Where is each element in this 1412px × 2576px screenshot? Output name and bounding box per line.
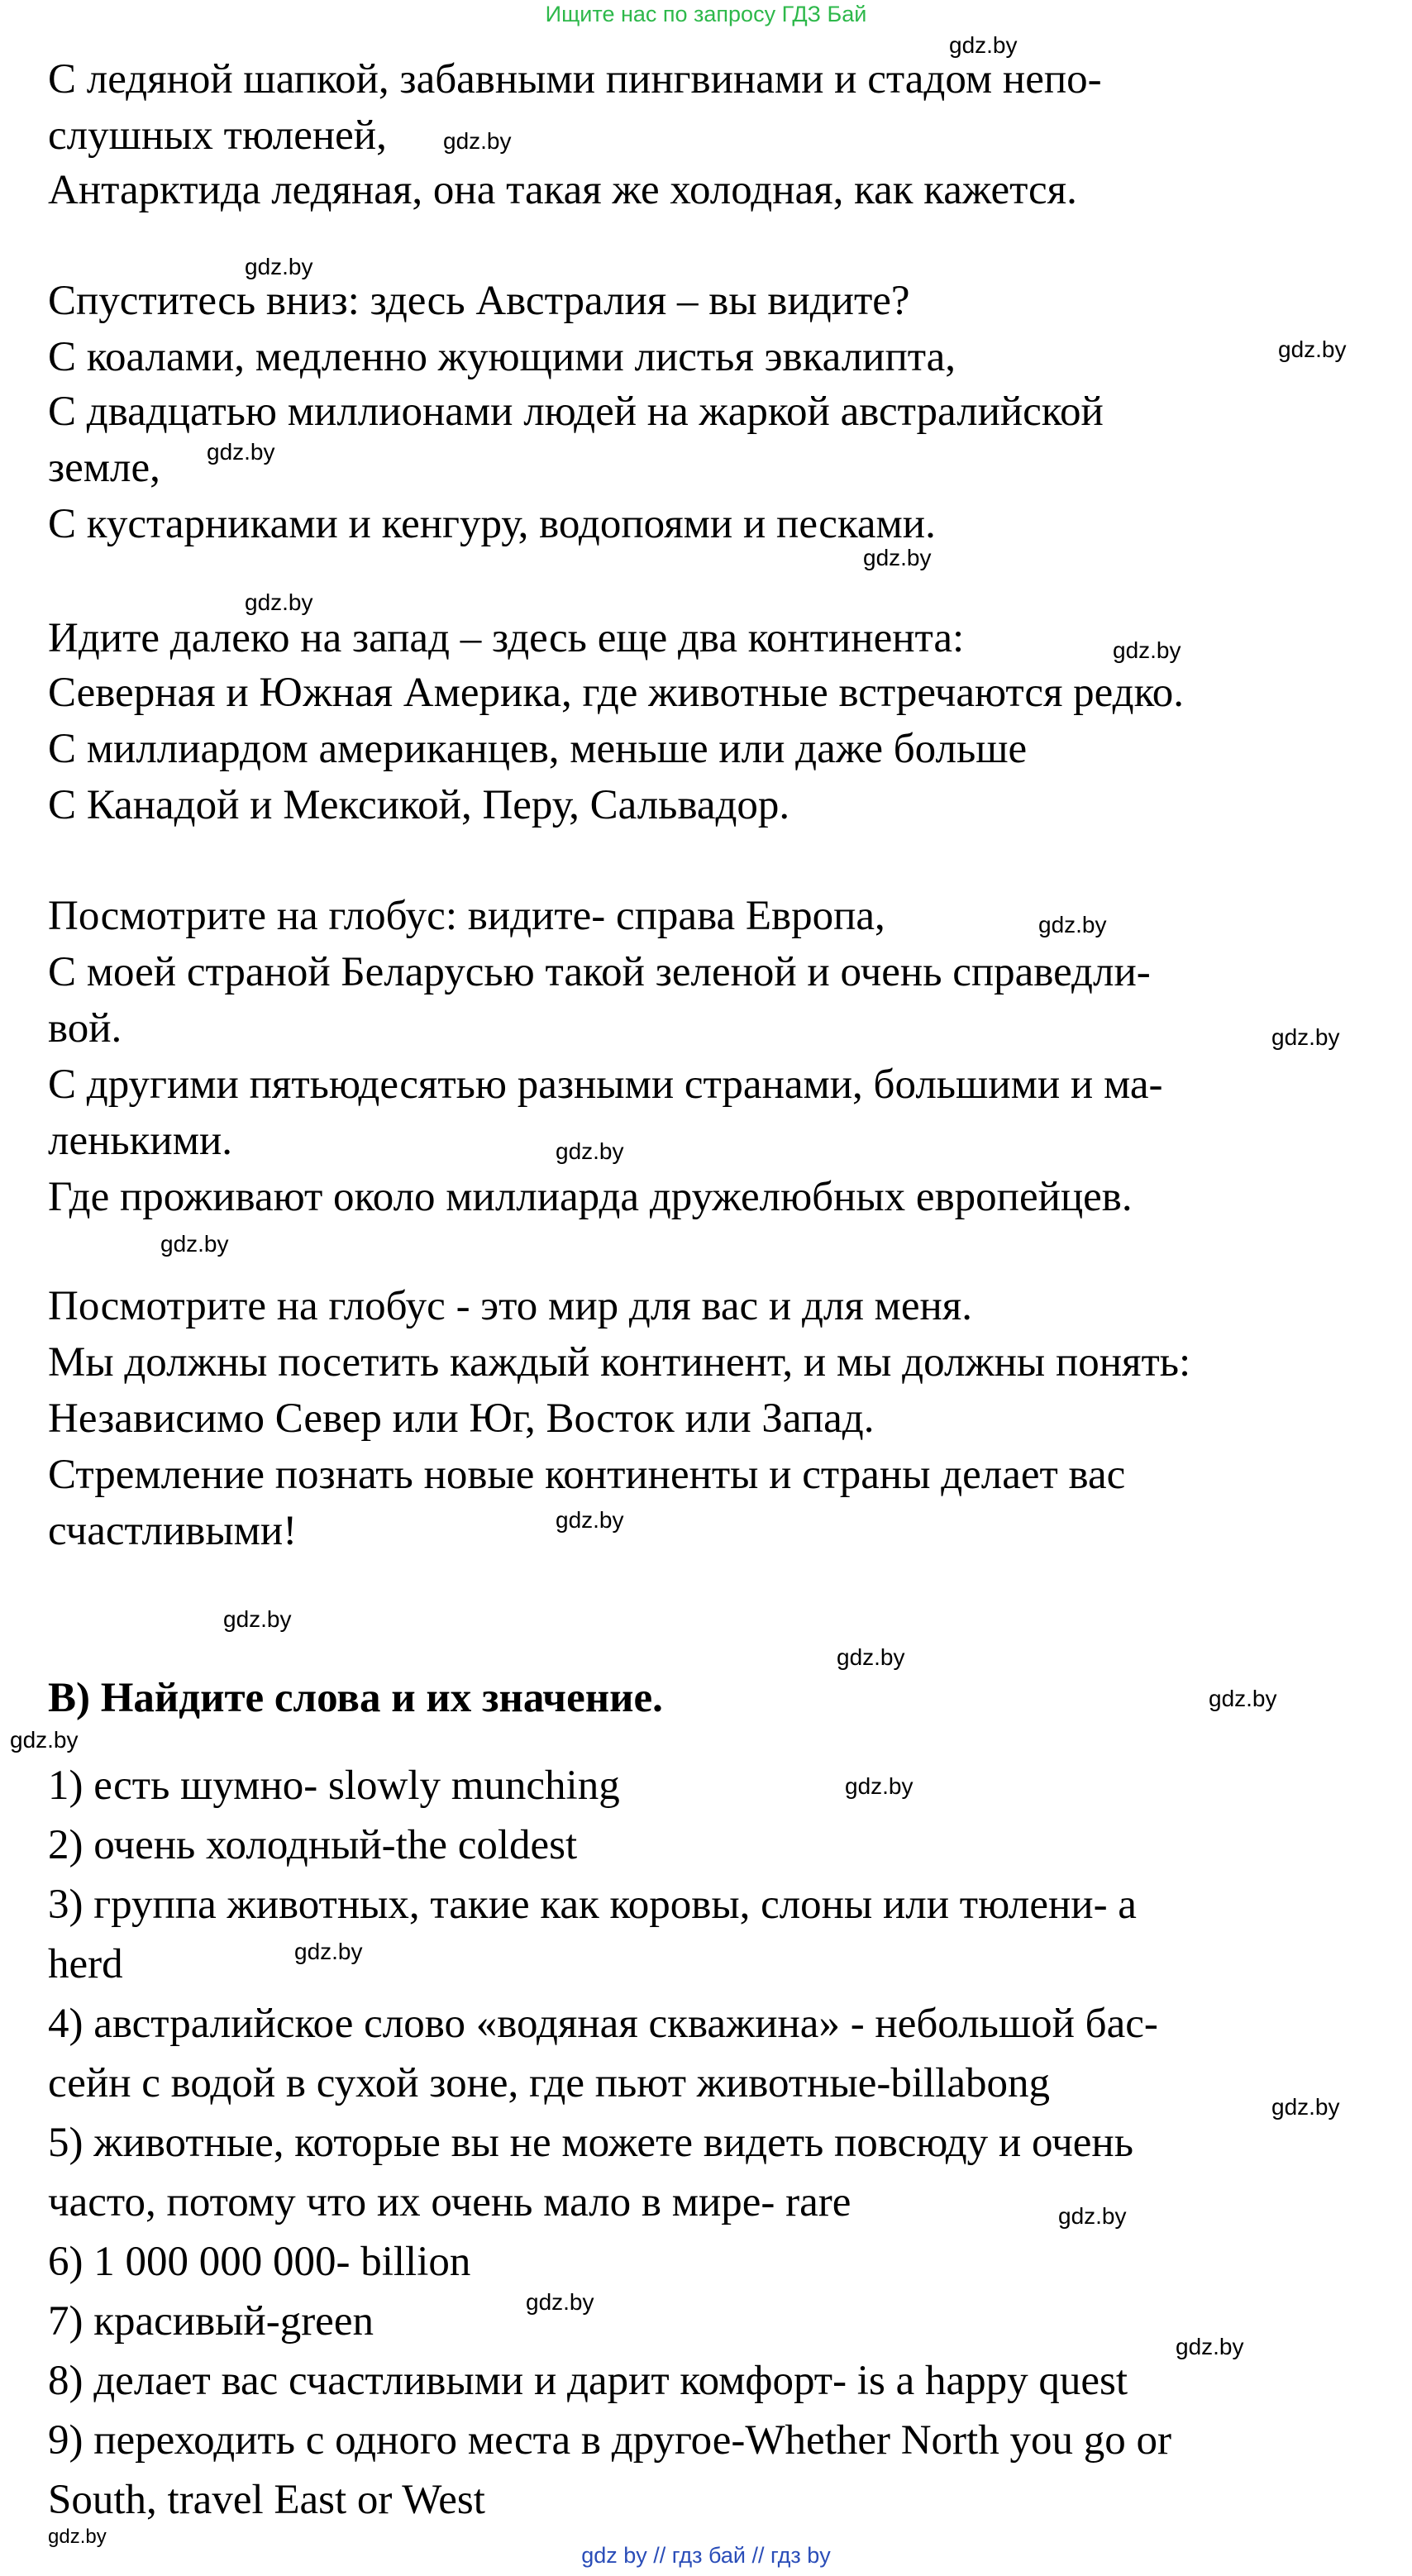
poem-line: Стремление познать новые континенты и страны делает вас — [48, 1452, 1126, 1498]
poem-line: С кустарниками и кенгуру, водопоями и песками. — [48, 501, 936, 547]
watermark: gdz.by — [443, 128, 512, 154]
watermark: gdz.by — [1271, 2094, 1340, 2120]
site-banner: Ищите нас по запросу ГДЗ Бай — [545, 2, 867, 26]
exercise-line: 4) австралийское слово «водяная скважина» - небольшой бас- — [48, 2001, 1158, 2047]
poem-line: земле, — [48, 445, 160, 491]
site-footer: gdz by // гдз бай // гдз by — [581, 2543, 831, 2568]
watermark: gdz.by — [10, 1727, 79, 1753]
poem-line: Мы должны посетить каждый континент, и мы должны понять: — [48, 1339, 1191, 1386]
watermark: gdz.by — [1176, 2334, 1244, 2359]
exercise-line: 3) группа животных, такие как коровы, слоны или тюлени- a — [48, 1882, 1137, 1928]
exercise-line: 7) красивый-green — [48, 2298, 374, 2345]
watermark: gdz.by — [845, 1773, 914, 1799]
exercise-heading: B) Найдите слова и их значение. — [48, 1675, 663, 1721]
watermark: gdz.by — [223, 1606, 292, 1632]
exercise-line: сейн с водой в сухой зоне, где пьют животные-billabong — [48, 2060, 1050, 2106]
poem-line: вой. — [48, 1005, 122, 1052]
poem-line: С коалами, медленно жующими листья эвкалипта, — [48, 334, 956, 380]
exercise-line: часто, потому что их очень мало в мире- rare — [48, 2179, 851, 2225]
watermark: gdz.by — [556, 1507, 624, 1533]
poem-line: Антарктида ледяная, она такая же холодная, как кажется. — [48, 167, 1077, 213]
poem-line: слушных тюленей, — [48, 112, 387, 159]
watermark: gdz.by — [245, 254, 313, 279]
poem-line: Идите далеко на запад – здесь еще два континента: — [48, 615, 965, 661]
watermark: gdz.by — [1278, 336, 1347, 362]
exercise-line: 1) есть шумно- slowly munching — [48, 1763, 620, 1809]
watermark: gdz.by — [48, 2526, 107, 2548]
poem-line: С другими пятьюдесятью разными странами, большими и ма- — [48, 1061, 1163, 1108]
exercise-line: South, travel East or West — [48, 2477, 485, 2523]
poem-line: Независимо Север или Юг, Восток или Запад. — [48, 1395, 875, 1442]
poem-line: Посмотрите на глобус: видите- справа Европа, — [48, 893, 885, 939]
watermark: gdz.by — [1038, 912, 1107, 937]
exercise-line: 6) 1 000 000 000- billion — [48, 2239, 471, 2285]
poem-line: Спуститесь вниз: здесь Австралия – вы видите? — [48, 278, 910, 324]
exercise-line: 8) делает вас счастливыми и дарит комфорт- is a happy quest — [48, 2358, 1128, 2404]
exercise-line: 5) животные, которые вы не можете видеть повсюду и очень — [48, 2120, 1133, 2166]
poem-line: счастливыми! — [48, 1508, 298, 1554]
watermark: gdz.by — [207, 439, 275, 465]
poem-line: С двадцатью миллионами людей на жаркой австралийской — [48, 389, 1104, 435]
watermark: gdz.by — [1113, 637, 1181, 663]
watermark: gdz.by — [1209, 1686, 1277, 1711]
watermark: gdz.by — [863, 545, 932, 570]
watermark: gdz.by — [526, 2289, 594, 2315]
poem-line: Где проживают около миллиарда дружелюбных европейцев. — [48, 1174, 1133, 1220]
exercise-line: 2) очень холодный-the coldest — [48, 1822, 578, 1868]
watermark: gdz.by — [556, 1138, 624, 1164]
watermark: gdz.by — [1058, 2203, 1127, 2229]
watermark: gdz.by — [1271, 1024, 1340, 1050]
poem-line: С миллиардом американцев, меньше или даже больше — [48, 726, 1028, 772]
watermark: gdz.by — [949, 32, 1018, 58]
poem-line: ленькими. — [48, 1118, 233, 1164]
poem-line: С ледяной шапкой, забавными пингвинами и стадом непо- — [48, 56, 1102, 103]
watermark: gdz.by — [245, 589, 313, 615]
exercise-line: 9) переходить с одного места в другое-Whether North you go or — [48, 2417, 1171, 2464]
poem-line: С моей страной Беларусью такой зеленой и очень справедли- — [48, 949, 1151, 995]
poem-line: Посмотрите на глобус - это мир для вас и для меня. — [48, 1283, 972, 1329]
watermark: gdz.by — [837, 1644, 905, 1670]
poem-line: С Канадой и Мексикой, Перу, Сальвадор. — [48, 782, 790, 828]
exercise-line: herd — [48, 1941, 123, 1987]
watermark: gdz.by — [160, 1231, 229, 1257]
poem-line: Северная и Южная Америка, где животные встречаются редко. — [48, 670, 1185, 716]
watermark: gdz.by — [294, 1939, 363, 1964]
